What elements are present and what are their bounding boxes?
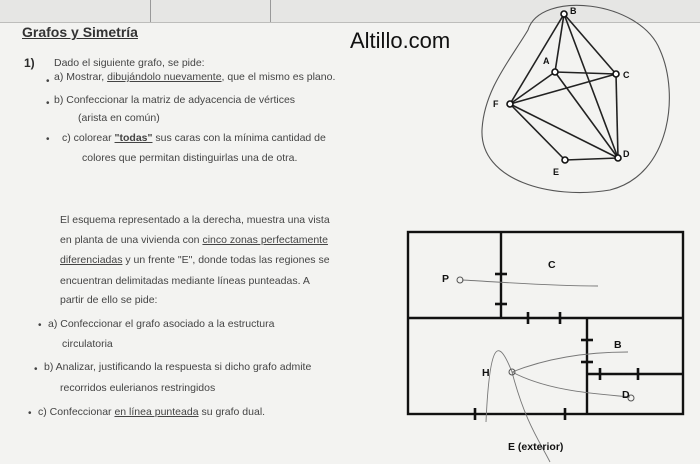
room-label: B	[614, 339, 622, 351]
vertex-label: F	[493, 99, 499, 109]
bullet-icon: •	[46, 98, 50, 109]
exercise1-intro: Dado el siguiente grafo, se pide:	[54, 57, 205, 69]
room-label: C	[548, 259, 556, 271]
graph-vertices	[507, 11, 621, 163]
exterior-label: E (exterior)	[508, 441, 564, 453]
exercise2-item-a: a) Confeccionar el grafo asociado a la estructura	[48, 318, 275, 330]
room-label: D	[622, 389, 630, 401]
exercise1-item-c-cont: colores que permitan distinguirlas una de otra.	[82, 152, 298, 164]
vertex-A	[552, 69, 558, 75]
vertex-C	[613, 71, 619, 77]
vertex-label: C	[623, 70, 630, 80]
exercise2-line4: encuentran delimitadas mediante líneas punteadas. A	[60, 275, 310, 287]
bullet-icon: •	[38, 320, 42, 331]
exercise2-line1: El esquema representado a la derecha, muestra una vista	[60, 214, 330, 226]
bullet-icon: •	[46, 76, 50, 87]
room-label: H	[482, 367, 490, 379]
exercise-number: 1)	[24, 56, 35, 70]
exercise1-item-a: a) Mostrar, dibujándolo nuevamente, que el mismo es plano.	[54, 71, 336, 83]
room-label: P	[442, 273, 450, 285]
plan-walls	[408, 232, 683, 414]
section-title: Grafos y Simetría	[22, 24, 138, 40]
graph-diagram	[470, 0, 700, 200]
exercise2-item-b-cont: recorridos eulerianos restringidos	[60, 382, 216, 394]
exercise2-line3: diferenciadas y un frente "E", donde todas las regiones se	[60, 254, 330, 266]
exercise2-item-b: b) Analizar, justificando la respuesta si dicho grafo admite	[44, 361, 312, 373]
exercise1-item-c: c) colorear "todas" sus caras con la mínima cantidad de	[62, 132, 326, 144]
vertex-label: A	[543, 56, 550, 66]
vertex-F	[507, 101, 513, 107]
watermark: Altillo.com	[350, 28, 451, 53]
table-cell	[150, 0, 271, 22]
exercise2-item-c: c) Confeccionar en línea punteada su grafo dual.	[38, 406, 266, 418]
vertex-E	[562, 157, 568, 163]
bullet-icon: •	[28, 408, 32, 419]
vertex-label: E	[553, 167, 560, 177]
exercise1-item-b: b) Confeccionar la matriz de adyacencia de vértices	[54, 94, 296, 106]
vertex-label: D	[623, 149, 630, 159]
table-cell	[0, 0, 151, 22]
vertex-label: B	[570, 6, 577, 16]
floor-plan-diagram	[400, 222, 700, 464]
exercise1-item-b-cont: (arista en común)	[78, 112, 160, 124]
bullet-icon: •	[34, 364, 38, 375]
graph-edges	[510, 14, 618, 160]
vertex-D	[615, 155, 621, 161]
exercise2-item-a-cont: circulatoria	[62, 338, 113, 350]
vertex-B	[561, 11, 567, 17]
plan-nodes	[457, 277, 634, 401]
bullet-icon: •	[46, 134, 50, 145]
exercise2-line5: partir de ello se pide:	[60, 294, 158, 306]
outer-wall	[408, 232, 683, 414]
exercise2-line2: en planta de una vivienda con cinco zonas perfectamente	[60, 234, 328, 246]
